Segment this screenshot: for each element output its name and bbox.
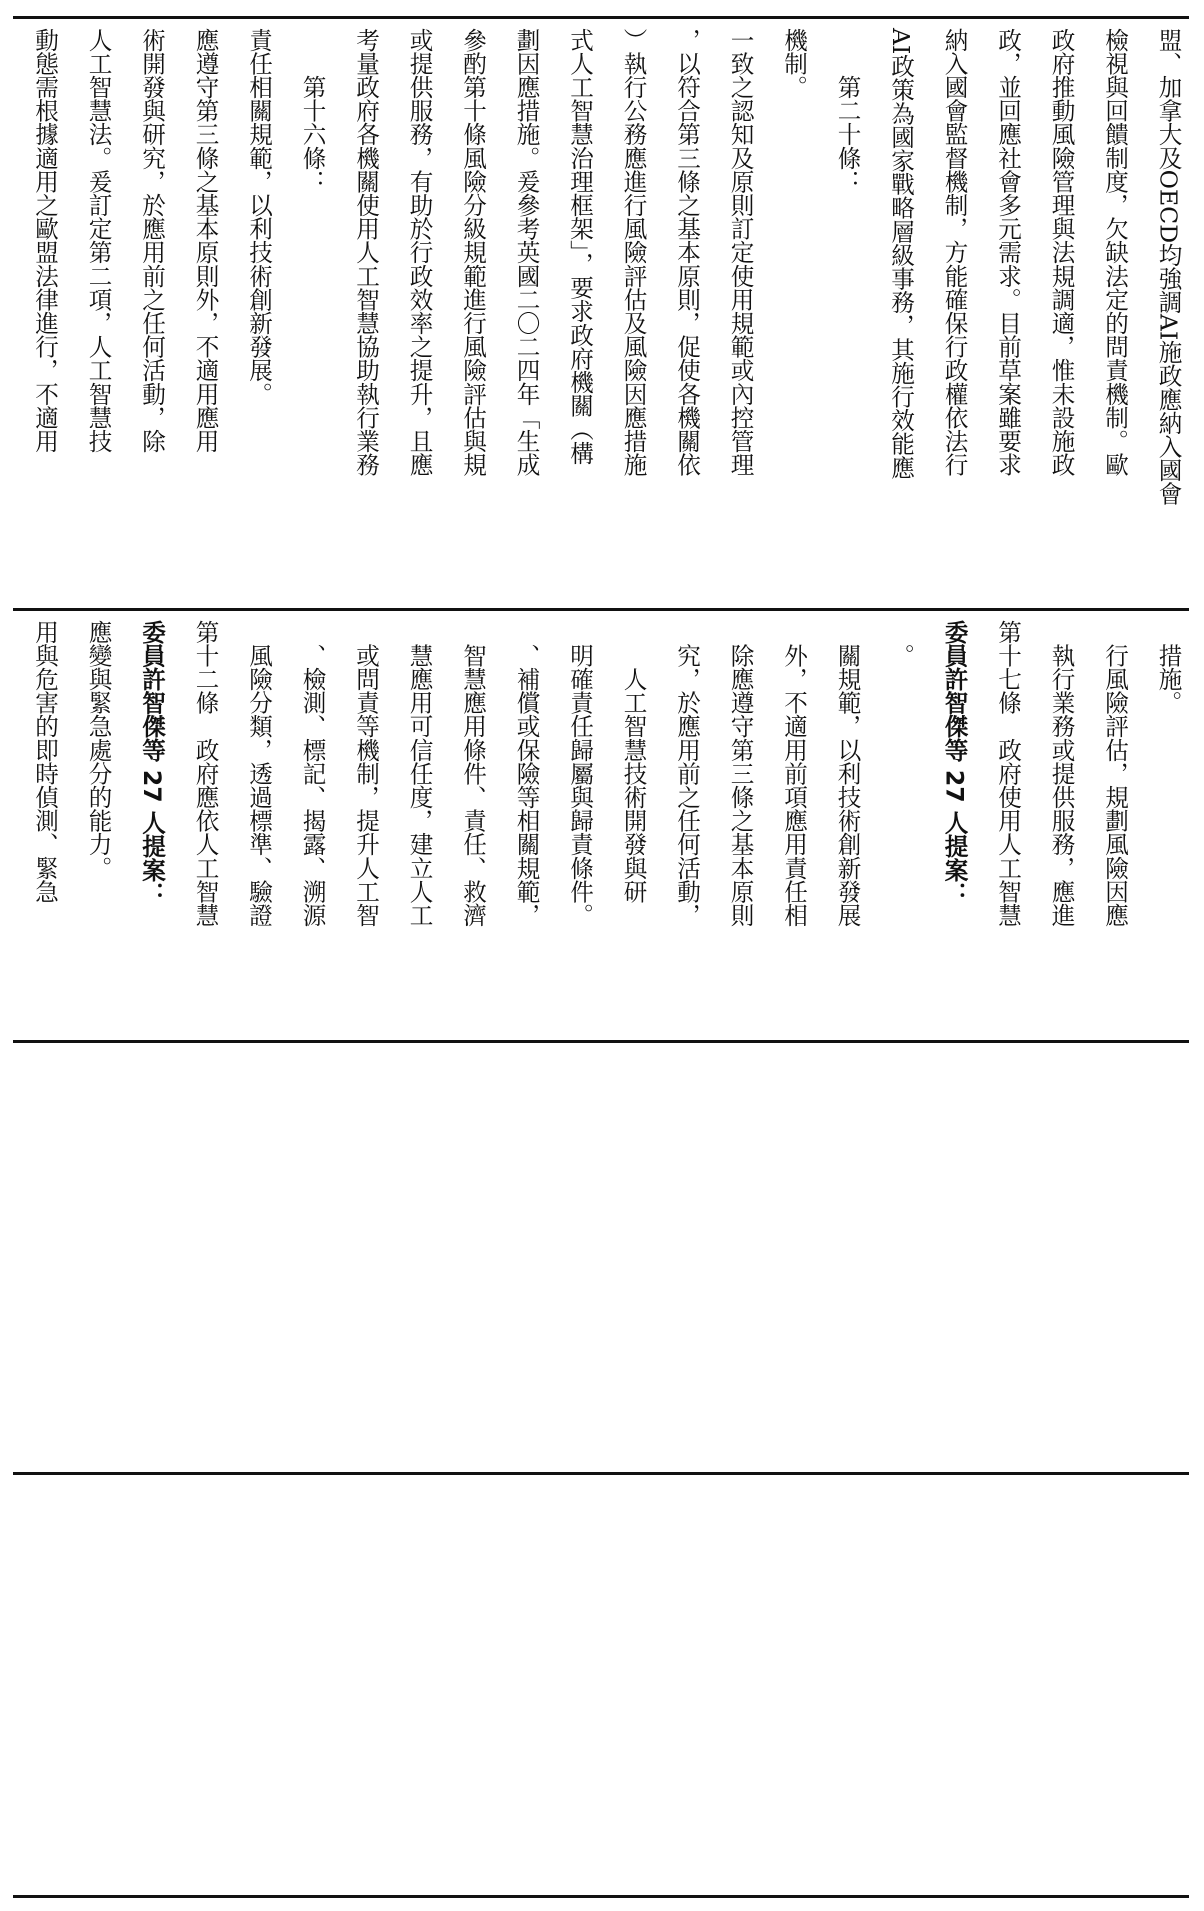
text-line: 檢視與回饋制度，欠缺法定的問責機制。歐	[1101, 28, 1129, 477]
text-column	[994, 28, 1034, 598]
text-line: 慧應用可信任度，建立人工	[405, 620, 434, 927]
text-line: AI政策為國家戰略層級事務，其施行效能應	[887, 28, 915, 480]
text-line: 行風險評估，規劃風險因應	[1101, 620, 1129, 927]
text-line: 術開發與研究，於應用前之任何活動，除	[138, 28, 166, 453]
text-line: 第十七條 政府使用人工智慧	[994, 620, 1022, 927]
text-line: 委員許智傑等 27 人提案：	[940, 620, 969, 906]
text-column	[834, 28, 874, 598]
text-line: 納入國會監督機制，方能確保行政權依法行	[940, 28, 969, 477]
text-column	[245, 620, 285, 1030]
text-column	[31, 620, 71, 1030]
text-column	[994, 620, 1034, 1030]
text-line: 動態需根據適用之歐盟法律進行，不適用	[31, 28, 59, 453]
text-column	[780, 620, 820, 1030]
text-line: 。	[887, 620, 915, 668]
text-column	[1101, 620, 1141, 1030]
text-column	[620, 28, 660, 598]
text-column	[85, 620, 125, 1030]
proposal-band-middle	[13, 612, 1189, 1038]
text-line: 應變與緊急處分的能力。	[84, 620, 113, 880]
text-line: 考量政府各機關使用人工智慧協助執行業務	[352, 28, 380, 477]
text-line: 一致之認知及原則訂定使用規範或內控管理	[726, 28, 755, 477]
text-column	[887, 620, 927, 1030]
text-line: 用與危害的即時偵測、緊急	[31, 620, 59, 904]
text-line: 、檢測、標記、揭露、溯源	[298, 620, 327, 927]
divider-rule-1	[13, 608, 1189, 611]
text-line: 關規範，以利技術創新發展	[833, 620, 862, 927]
empty-band-bottom	[13, 1476, 1189, 1896]
text-column	[887, 28, 927, 598]
text-column	[352, 28, 392, 598]
text-line: 究，於應用前之任何活動，	[673, 620, 701, 927]
text-column	[727, 28, 767, 598]
text-line: 措施。	[1154, 620, 1183, 715]
text-column	[352, 620, 392, 1030]
empty-band	[13, 1044, 1189, 1470]
text-line: 委員許智傑等 27 人提案：	[138, 620, 166, 906]
text-column	[192, 620, 232, 1030]
text-column	[1048, 620, 1088, 1030]
text-column	[566, 620, 606, 1030]
text-column	[245, 28, 285, 598]
text-line: 政府推動風險管理與法規調適，惟未設施政	[1047, 28, 1076, 477]
text-line: ，以符合第三條之基本原則，促使各機關依	[673, 28, 701, 477]
text-line: 第十六條：	[298, 28, 327, 194]
text-line: 除應遵守第三條之基本原則	[726, 620, 755, 927]
text-line: 第十二條 政府應依人工智慧	[191, 620, 220, 927]
text-column	[727, 620, 767, 1030]
text-column	[138, 28, 178, 598]
commentary-band-top	[13, 20, 1189, 606]
text-line: 、補償或保險等相關規範，	[512, 620, 541, 927]
text-column	[941, 620, 981, 1030]
text-column	[299, 28, 339, 598]
text-line: 機制。	[780, 28, 808, 99]
text-line: 劃因應措施。爰參考英國二〇二四年「生成	[512, 28, 541, 477]
text-column	[941, 28, 981, 598]
text-column	[513, 620, 553, 1030]
text-line: 或提供服務，有助於行政效率之提升，且應	[405, 28, 434, 477]
text-line: 責任相關規範，以利技術創新發展。	[245, 28, 273, 406]
text-line: 參酌第十條風險分級規範進行風險評估與規	[459, 28, 487, 477]
text-line: 式人工智慧治理框架」，要求政府機關（構	[566, 28, 594, 465]
text-column	[1048, 28, 1088, 598]
bottom-border-rule	[13, 1895, 1189, 1898]
text-column	[459, 620, 499, 1030]
text-column	[1155, 620, 1190, 1030]
divider-rule-3	[13, 1472, 1189, 1475]
text-line: 人工智慧法。爰訂定第二項，人工智慧技	[84, 28, 113, 453]
text-column	[673, 620, 713, 1030]
text-line: 第二十條：	[833, 28, 862, 194]
text-line: 政，並回應社會多元需求。目前草案雖要求	[994, 28, 1022, 477]
text-line: 人工智慧技術開發與研	[619, 620, 648, 904]
text-column	[31, 28, 71, 598]
text-column	[138, 620, 178, 1030]
text-line: 外，不適用前項應用責任相	[780, 620, 808, 927]
text-column	[780, 28, 820, 598]
text-line: 盟、加拿大及OECD均強調AI施政應納入國會	[1154, 28, 1183, 506]
text-column	[673, 28, 713, 598]
text-line: 風險分類，透過標準、驗證	[245, 620, 273, 927]
top-border-rule	[13, 16, 1189, 19]
text-column	[192, 28, 232, 598]
text-column	[85, 28, 125, 598]
text-column	[406, 620, 446, 1030]
text-column	[1101, 28, 1141, 598]
text-column	[566, 28, 606, 598]
text-line: 應遵守第三條之基本原則外，不適用應用	[191, 28, 220, 453]
text-line: 智慧應用條件、責任、救濟	[459, 620, 487, 927]
text-column	[459, 28, 499, 598]
text-column	[834, 620, 874, 1030]
text-column	[299, 620, 339, 1030]
text-line: ）執行公務應進行風險評估及風險因應措施	[619, 28, 648, 477]
text-line: 執行業務或提供服務，應進	[1047, 620, 1076, 927]
text-column	[513, 28, 553, 598]
text-line: 明確責任歸屬與歸責條件。	[566, 620, 594, 927]
text-line: 或問責等機制，提升人工智	[352, 620, 380, 927]
text-column	[620, 620, 660, 1030]
divider-rule-2	[13, 1040, 1189, 1043]
text-column	[1155, 28, 1190, 598]
text-column	[406, 28, 446, 598]
